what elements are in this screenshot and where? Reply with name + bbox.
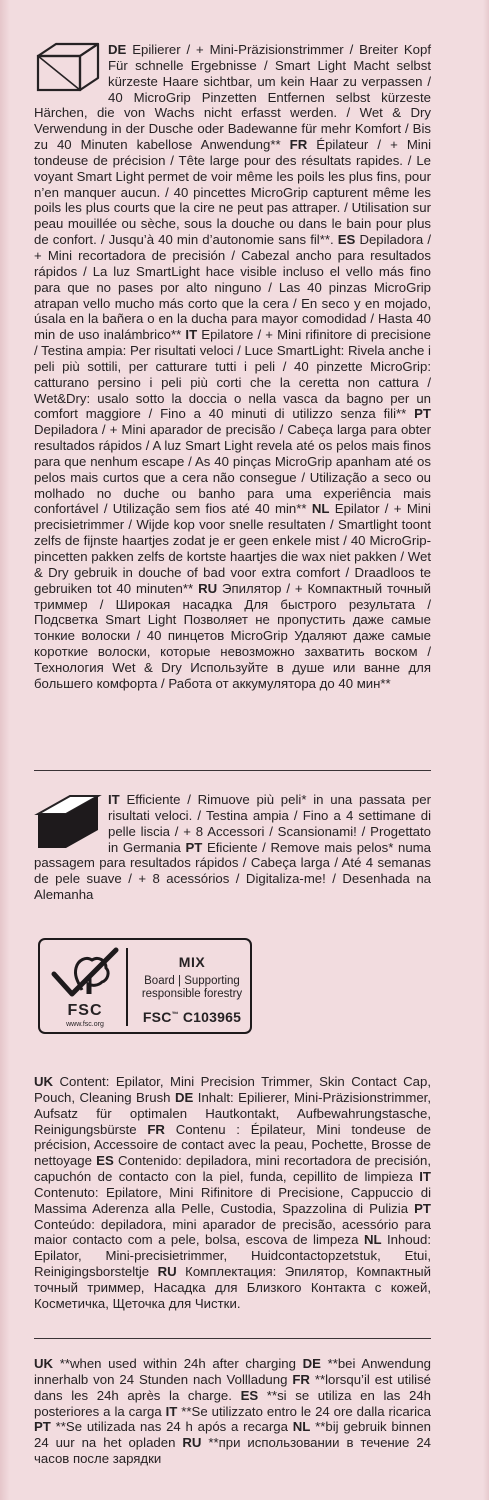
lang-tag-pt: PT xyxy=(34,1419,51,1435)
text-es: **si se utiliza en las 24h posteriores a la carga xyxy=(34,1387,431,1419)
efficiency-paragraph xyxy=(34,792,431,903)
lang-tag-de: DE xyxy=(302,1356,321,1371)
lang-tag-it: IT xyxy=(108,792,120,807)
lang-tag-nl: NL xyxy=(292,1419,311,1435)
text-fr: Épilateur / + Mini tondeuse de précision / Tête large pour des résultats rapides. / Le voyant Smart Light permet de voir même les poils les plus fins, pour n’en manquer aucun. / 40 pincettes MicroGrip capturent même les poils les plus courts que la cire ne peut pas attraper. / Utilisation sur peau mouillée ou sèche, sous la douche ou dans le bain pour plus de confort. / Jusqu’à 40 min d’autonomie sans fil**. xyxy=(34,137,431,248)
lang-tag-it: IT xyxy=(185,327,198,343)
lang-tag-pt: PT xyxy=(414,1200,431,1216)
text-it: Efficiente / Rimuove più peli* in una passata per risultati veloci. / Testina ampia / Fino a 4 settimane di pelle liscia / + 8 Accessori / Scansionami! / Progettato in Germania xyxy=(108,792,431,855)
text-uk: **when used within 24h after charging xyxy=(53,1356,303,1371)
text-es: Depiladora / + Mini recortadora de precisión / Cabezal ancho para resultados rápidos / La luz SmartLight hace visible incluso el vello más fino para que no pases por alto ninguno / Las 40 pinzas MicroGrip atrapan vello mucho más corto que la cera / En seco y en mojado, úsala en la bañera o en la ducha para mayor comodidad / Hasta 40 min de uso inalámbrico** xyxy=(34,232,431,343)
text-ru: **при использовании в течение 24 часов после зарядки xyxy=(34,1435,431,1467)
fsc-license-code xyxy=(136,1009,248,1025)
features-section xyxy=(34,42,431,692)
lang-tag-de: DE xyxy=(108,42,127,57)
fsc-trademark: ™ xyxy=(171,1011,179,1019)
text-nl: **bij gebruik binnen 24 uur na het opladen xyxy=(34,1419,431,1451)
efficiency-section xyxy=(34,792,431,903)
fsc-logo-text: FSC xyxy=(67,1002,103,1019)
lang-tag-it: IT xyxy=(165,1403,178,1419)
lang-tag-pt: PT xyxy=(185,839,203,855)
text-it: **Se utilizzato entro le 24 ore dalla ricarica xyxy=(177,1403,431,1419)
package-edge-shadow-right xyxy=(483,0,489,1500)
lang-tag-ru: RU xyxy=(182,1435,202,1451)
text-de: Inhalt: Epilierer, Mini-Präzisionstrimmer, Aufsatz für optimalen Hautkontakt, Aufbewahrungstasche, Reinigungsbürste xyxy=(34,1089,431,1137)
lang-tag-ru: RU xyxy=(157,1264,177,1280)
fsc-description: Board | Supporting responsible forestry xyxy=(141,975,243,1000)
text-fr: Contenu : Épilateur, Mini tondeuse de précision, Accessoire de contact avec la peau, Pochette, Brosse de nettoyage xyxy=(34,1121,431,1169)
lang-tag-pt: PT xyxy=(414,406,431,422)
text-ru: Комплектация: Эпилятор, Компактный точный триммер, Насадка для Близкого Контакта с кожей, Косметичка, Щеточка для Чистки. xyxy=(34,1264,431,1311)
divider-2 xyxy=(34,1338,431,1339)
footnote-paragraph xyxy=(34,1356,431,1467)
text-pt: Conteúdo: depiladora, mini aparador de precisão, acessório para maior contacto com a pele, bolsa, escova de limpeza xyxy=(34,1216,431,1248)
fsc-logo xyxy=(48,946,122,1030)
lang-tag-fr: FR xyxy=(292,1371,310,1387)
lang-tag-es: ES xyxy=(96,1153,114,1169)
fsc-code-prefix: FSC xyxy=(142,1009,172,1025)
contents-paragraph xyxy=(34,1074,431,1312)
text-es: Contenido: depiladora, mini recortadora de precisión, capuchón de contacto con la piel, funda, cepillito de limpieza xyxy=(34,1153,431,1185)
text-it: Epilatore / + Mini rifinitore di precisione / Testina ampia: Per risultati veloci / Luce SmartLight: Rivela anche i peli più sottili, per catturare tutti i peli / 40 pinzette MicroGrip: catturano persino i peli più corti che la ceretta non cattura / Wet&Dry: usalo sotto la doccia o nella vasca da bagno per un comfort maggiore / Fino a 40 minuti di utilizzo senza fili** xyxy=(34,327,431,422)
lang-tag-fr: FR xyxy=(147,1121,165,1137)
text-pt: Depiladora / + Mini aparador de precisão / Cabeça larga para obter resultados rápidos / A luz Smart Light revela até os pelos mais finos para que nenhum escape / As 40 pinças MicroGrip apanham até os pelos mais curtos que a cera não consegue / Utilização a seco ou molhado no duche ou banho para uma experiência mais confortável / Utilização sem fios até 40 min** xyxy=(34,422,431,517)
text-nl: Inhoud: Epilator, Mini-precisietrimmer, Huidcontactopzetstuk, Etui, Reinigingsborsteltje xyxy=(34,1232,431,1280)
features-paragraph xyxy=(34,42,431,692)
lang-tag-uk: UK xyxy=(34,1074,54,1089)
text-pt: **Se utilizada nas 24 h após a recarga xyxy=(50,1419,293,1435)
solid-block-icon xyxy=(34,792,102,852)
divider-1 xyxy=(34,770,431,771)
lang-tag-es: ES xyxy=(240,1387,259,1403)
text-fr: **lorsqu’il est utilisé dans les 24h après la charge. xyxy=(34,1371,431,1403)
lang-tag-it: IT xyxy=(419,1169,431,1185)
text-de: **bei Anwendung innerhalb von 24 Stunden nach Vollladung xyxy=(34,1356,432,1387)
fsc-code-number: C103965 xyxy=(178,1009,242,1025)
lang-tag-nl: NL xyxy=(363,1232,382,1248)
fsc-certification-badge xyxy=(38,938,252,1034)
fsc-info xyxy=(136,954,248,1025)
text-pt: Eficiente / Remove mais pelos* numa passagem para resultados rápidos / Cabeça larga / Até 4 semanas de pele suave / + 8 acessórios / Digitaliza-me! / Desenhada na Alemanha xyxy=(34,839,431,903)
lang-tag-nl: NL xyxy=(311,501,330,517)
contents-section xyxy=(34,1074,431,1312)
wide-head-icon xyxy=(34,42,102,94)
lang-tag-es: ES xyxy=(337,232,356,248)
text-ru: Эпилятор / + Компактный точный триммер / Широкая насадка Для быстрого результата / Подсветка Smart Light Позволяет не пропустить даже самые тонкие волоски / 40 пинцетов MicroGrip Удаляют даже самые короткие волоски, которые невозможно захватить воском / Технология Wet & Dry Используйте в душе или ванне для большего комфорта / Работа от аккумулятора до 40 мин** xyxy=(34,580,431,691)
lang-tag-ru: RU xyxy=(198,580,218,596)
lang-tag-fr: FR xyxy=(289,137,308,153)
text-de: Epilierer / + Mini-Präzisionstrimmer / Breiter Kopf Für schnelle Ergebnisse / Smart Light Macht selbst kürzeste Haare sichtbar, um kein Haar zu verpassen / 40 MicroGrip Pinzetten Entfernen selbst kürzeste Härchen, die von Wachs nicht erfasst werden. / Wet & Dry Verwendung in der Dusche oder Badewanne für mehr Komfort / Bis zu 40 Minuten kabellose Anwendung** xyxy=(34,42,431,153)
footnote-section xyxy=(34,1356,431,1467)
text-uk: Content: Epilator, Mini Precision Trimmer, Skin Contact Cap, Pouch, Cleaning Brush xyxy=(34,1074,431,1105)
fsc-url: www.fsc.org xyxy=(66,1021,104,1028)
package-edge-shadow-left xyxy=(0,0,10,1500)
fsc-mix-label: MIX xyxy=(178,954,206,970)
text-nl: Epilator / + Mini precisietrimmer / Wijde kop voor snelle resultaten / Smartlight toont zelfs de fijnste haartjes zodat je er geen enkele mist / 40 MicroGrip-pincetten pakken zelfs de kortste haartjes die wax niet pakken / Wet & Dry gebruik in douche of bad voor extra comfort / Draadloos te gebruiken tot 40 minuten** xyxy=(34,501,431,596)
lang-tag-uk: UK xyxy=(34,1356,54,1371)
fsc-separator xyxy=(126,948,128,1026)
lang-tag-de: DE xyxy=(174,1089,194,1105)
fsc-tree-checkmark-icon xyxy=(48,946,122,1002)
text-it: Contenuto: Epilatore, Mini Rifinitore di Precisione, Cappuccio di Massima Aderenza alla Pelle, Custodia, Spazzolina di Pulizia xyxy=(34,1184,431,1216)
